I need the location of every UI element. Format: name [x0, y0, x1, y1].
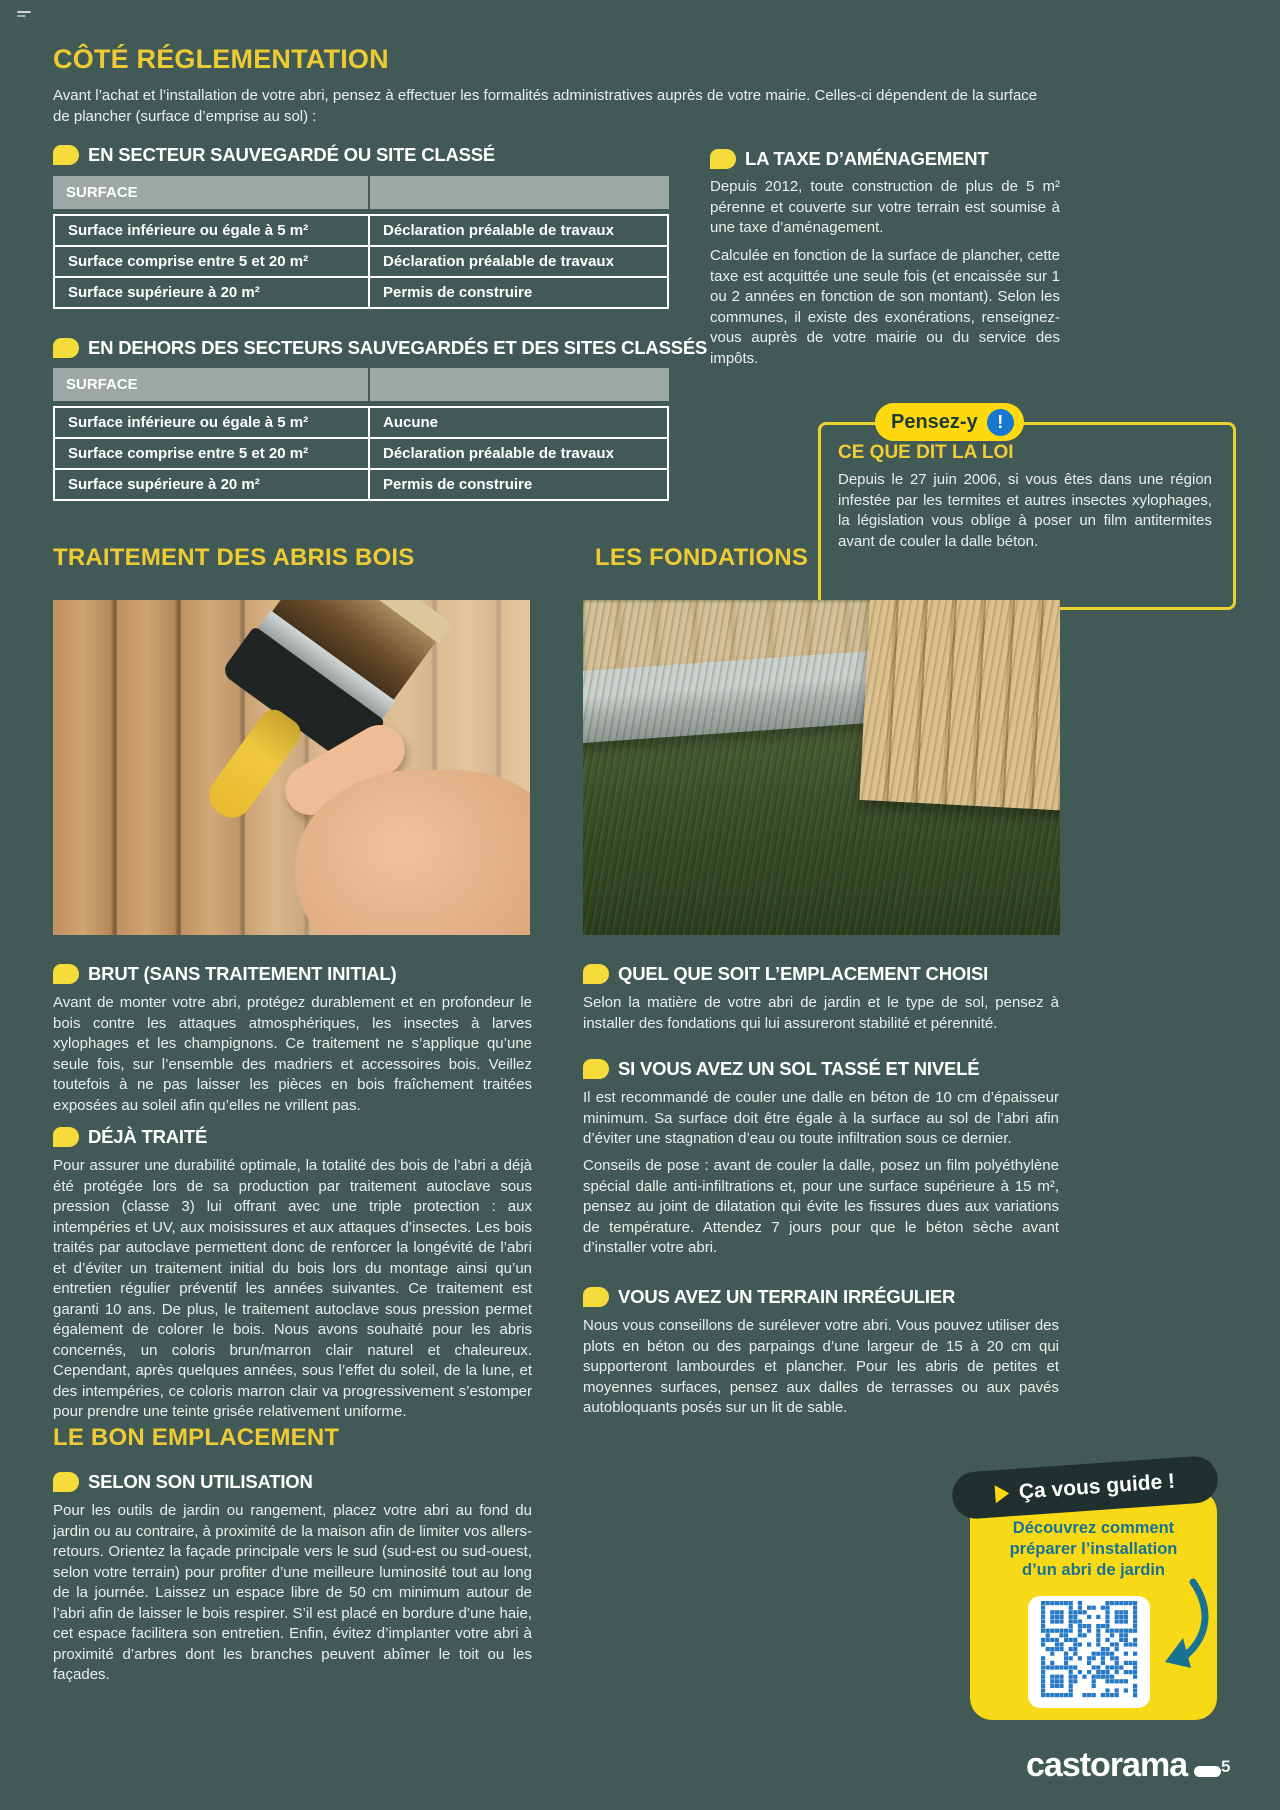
- brut-heading: BRUT (SANS TRAITEMENT INITIAL): [53, 963, 396, 985]
- table-header-cell: SURFACE: [66, 376, 138, 393]
- terrain-irregulier-heading: VOUS AVEZ UN TERRAIN IRRÉGULIER: [583, 1286, 955, 1308]
- pensez-label: Pensez-y: [891, 410, 978, 433]
- section-title-emplacement: LE BON EMPLACEMENT: [53, 1424, 340, 1451]
- cell-surface: Surface supérieure à 20 m²: [68, 476, 260, 493]
- cell-rule: Permis de construire: [368, 470, 667, 499]
- cell-surface: Surface comprise entre 5 et 20 m²: [68, 445, 309, 462]
- table-header-row: [53, 176, 669, 209]
- regulation-table-2: [53, 368, 669, 501]
- emplacement-choisi-heading: QUEL QUE SOIT L’EMPLACEMENT CHOISI: [583, 963, 988, 985]
- table-row: [53, 214, 669, 247]
- table-row: [53, 276, 669, 309]
- concrete-slab: [583, 648, 905, 743]
- tax-heading: LA TAXE D’AMÉNAGEMENT: [710, 148, 989, 170]
- cell-rule: Déclaration préalable de travaux: [368, 439, 667, 468]
- cell-surface: Surface inférieure ou égale à 5 m²: [68, 222, 309, 239]
- sol-tasse-text-1: Il est recommandé de couler une dalle en béton de 10 cm d’épaisseur minimum. Sa surface doit être égale à la surface au sol de l’abri afin d’éviter une stagnation d’eau ou toute infiltration sous ce dernier.: [583, 1089, 1059, 1147]
- photo-foundations: [583, 600, 1060, 935]
- shed-wall-planks: [859, 600, 1060, 812]
- cell-rule: Déclaration préalable de travaux: [368, 216, 667, 245]
- cell-surface: Surface supérieure à 20 m²: [68, 284, 260, 301]
- deja-text: Pour assurer une durabilité optimale, la totalité des bois de l’abri a déjà été protégée lors de sa production par traitement autoclave sous pression (classe 3) lui offrant avec une triple protection : aux intempéries et UV, aux moisissures et aux attaques d’insectes. Les bois traités par autoclave permettent donc de renforcer la longévité de l’abri et d’éviter un traitement initial du bois lors du montage ainsi qu’un entretien régulier préventif les années suivantes. Ce traitement est garanti 10 ans. De plus, le traitement autoclave sous pression permet également de colorer le bois. Nous avons souhaité pour les abris concernés, un coloris brun/marron clair naturel et chaleureux. Cependant, après quelques années, sous l’effet du soleil, de la lune, et des intempéries, ce coloris marron clair va progressivement s’estomper pour prendre une teinte grisée relativement uniforme.: [53, 1157, 532, 1420]
- play-icon: [994, 1484, 1009, 1503]
- law-title: CE QUE DIT LA LOI: [838, 442, 1014, 463]
- guide-card-line-2: préparer l’installation: [1009, 1540, 1178, 1558]
- photo-wood-treatment: [53, 600, 530, 935]
- table-header-cell-empty: [368, 368, 669, 401]
- cell-rule: Aucune: [368, 408, 667, 437]
- page-title: CÔTÉ RÉGLEMENTATION: [53, 44, 389, 74]
- tag-icon: [53, 964, 79, 984]
- tax-paragraph-2: Calculée en fonction de la surface de plancher, cette taxe est acquittée une seule fois (et encaissée sur 1 ou 2 années en fonction de son montant). Selon les communes, il existe des exonérations, renseignez-vous auprès de votre mairie ou du service des impôts.: [710, 247, 1060, 367]
- cell-surface: Surface comprise entre 5 et 20 m²: [68, 253, 309, 270]
- guide-card[interactable]: [970, 1490, 1217, 1720]
- table-header-cell-empty: [368, 176, 669, 209]
- selon-text: Pour les outils de jardin ou rangement, placez votre abri au fond du jardin ou au contraire, à proximité de la maison afin de limiter vos allers-retours. Orientez la façade principale vers le sud (sud-est ou sud-ouest, selon votre terrain) pour profiter d’une meilleure luminosité tout au long de la journée. Laissez un espace libre de 50 cm minimum autour de l’abri afin de laisser le bois respirer. S’il est placé en bordure d’une haie, cet espace facilitera son entretien. Enfin, évitez d’implanter votre abri à proximité d’arbres dont les branches peuvent abîmer le toit ou les façades.: [53, 1502, 532, 1683]
- table1-heading: EN SECTEUR SAUVEGARDÉ OU SITE CLASSÉ: [53, 144, 495, 166]
- page-fold-icon: [17, 11, 31, 21]
- sol-tasse-text-2: Conseils de pose : avant de couler la dalle, posez un film polyéthylène spécial dalle anti-infiltrations et, pour une surface supérieure à 15 m², pensez au joint de dilatation qui évite les fissures dues aux variations de température. Attendez 7 jours pour que le béton sèche avant d’installer votre abri.: [583, 1157, 1059, 1256]
- guide-card-line-1: Découvrez comment: [1012, 1519, 1175, 1537]
- table2-heading: EN DEHORS DES SECTEURS SAUVEGARDÉS ET DES SITES CLASSÉS: [53, 337, 707, 359]
- regulation-intro: Avant l’achat et l’installation de votre abri, pensez à effectuer les formalités administratives auprès de votre mairie. Celles-ci dépendent de la surface de plancher (surface d’emprise au sol) :: [53, 87, 1038, 125]
- emplacement-choisi-text: Selon la matière de votre abri de jardin et le type de sol, pensez à installer des fondations qui lui assureront stabilité et pérennité.: [583, 994, 1059, 1032]
- table-row: [53, 245, 669, 278]
- selon-heading: SELON SON UTILISATION: [53, 1471, 313, 1493]
- table-header-row: [53, 368, 669, 401]
- cell-rule: Permis de construire: [368, 278, 667, 307]
- tag-icon: [53, 338, 79, 358]
- law-text: Depuis le 27 juin 2006, si vous êtes dans une région infestée par les termites et autres insectes xylophages, la législation vous oblige à poser un film antitermites avant de couler la dalle béton.: [838, 471, 1212, 550]
- terrain-irregulier-text: Nous vous conseillons de surélever votre abri. Vous pouvez utiliser des plots en béton ou des parpaings d’une largeur de 15 à 20 cm qui supporteront lambourdes et plancher. Pour les abris de petites et moyennes surfaces, pensez aux dalles de terrasses ou aux pavés autobloquants posés sur un lit de sable.: [583, 1317, 1059, 1416]
- guide-badge-label: Ça vous guide !: [1018, 1469, 1176, 1504]
- guide-card-line-3: d’un abri de jardin: [1021, 1561, 1165, 1579]
- qr-box: [1028, 1596, 1150, 1708]
- table-header-cell: SURFACE: [66, 184, 138, 201]
- tax-paragraph-1: Depuis 2012, toute construction de plus de 5 m² pérenne et couverte sur votre terrain est soumise à une taxe d’aménagement.: [710, 178, 1060, 236]
- table-row: [53, 468, 669, 501]
- regulation-table-1: [53, 176, 669, 309]
- page-number: 5: [1221, 1757, 1231, 1776]
- tag-icon: [710, 149, 736, 169]
- logo-dash-icon: [1194, 1766, 1221, 1777]
- blurred-shed-wall: [583, 600, 1060, 692]
- tag-icon: [53, 1127, 79, 1147]
- brush-handle: [201, 704, 306, 825]
- table-row: [53, 406, 669, 439]
- qr-code[interactable]: [1041, 1601, 1138, 1703]
- section-title-fondations: LES FONDATIONS: [595, 544, 809, 571]
- tag-icon: [583, 1059, 609, 1079]
- deja-heading: DÉJÀ TRAITÉ: [53, 1126, 207, 1148]
- tag-icon: [583, 964, 609, 984]
- cell-surface: Surface inférieure ou égale à 5 m²: [68, 414, 309, 431]
- curved-arrow-icon: [1153, 1576, 1215, 1680]
- table-row: [53, 437, 669, 470]
- cell-rule: Déclaration préalable de travaux: [368, 247, 667, 276]
- exclamation-icon: !: [987, 409, 1014, 436]
- tag-icon: [583, 1287, 609, 1307]
- brut-text: Avant de monter votre abri, protégez durablement et en profondeur le bois contre les attaques atmosphériques, les insectes à larves xylophages et les champignons. Ce traitement ne s’applique qu’une seule fois, sur l’ensemble des madriers et accessoires bois. Veillez toutefois à ne pas laisser les pièces en bois fraîchement traitées exposées au soleil afin qu’elles ne vrillent pas.: [53, 994, 532, 1114]
- castorama-logo: castorama: [1026, 1746, 1221, 1785]
- pensez-badge: [875, 403, 1024, 441]
- tag-icon: [53, 145, 79, 165]
- section-title-traitement: TRAITEMENT DES ABRIS BOIS: [53, 544, 415, 571]
- tag-icon: [53, 1472, 79, 1492]
- sol-tasse-heading: SI VOUS AVEZ UN SOL TASSÉ ET NIVELÉ: [583, 1058, 979, 1080]
